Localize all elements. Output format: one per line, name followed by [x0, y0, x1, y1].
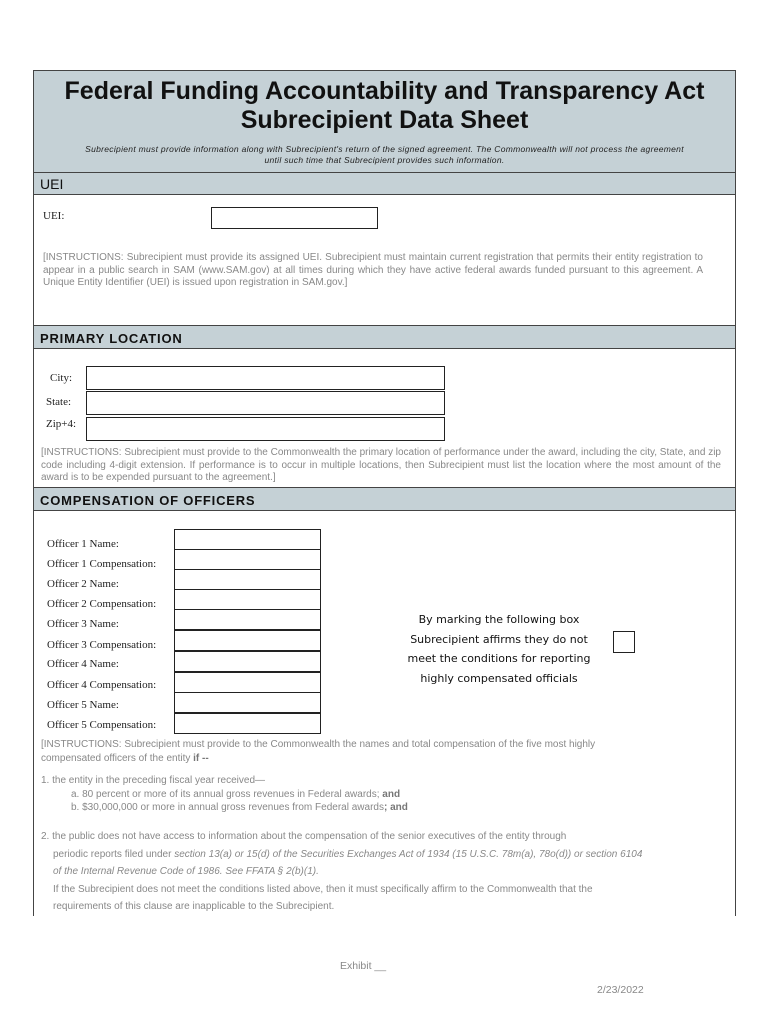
officers-instr-line-2-text: compensated officers of the entity — [41, 753, 194, 764]
uei-section-title: UEI — [40, 176, 64, 192]
officers-instr-line-2 — [41, 752, 731, 766]
location-section-title: PRIMARY LOCATION — [40, 331, 183, 346]
officer-3-compensation-label: Officer 3 Compensation: — [47, 639, 157, 651]
note-line-2: until such time that Subrecipient provides such information. — [264, 155, 505, 165]
officer-3-compensation-input[interactable] — [174, 630, 321, 651]
condition-2-line-4: If the Subrecipient does not meet the conditions listed above, then it must specifically affirm to the Commonwealth that the — [53, 883, 593, 895]
officer-2-name-label: Officer 2 Name: — [47, 578, 119, 590]
condition-1 — [41, 774, 731, 814]
page-title — [34, 77, 735, 135]
condition-2-citation: section 13(a) or 15(d) of the Securities Exchanges Act of 1934 (15 U.S.C. 78m(a), 78o(d)) or section 6104 — [174, 848, 643, 860]
condition-1b-and: ; and — [383, 802, 408, 813]
revision-date: 2/23/2022 — [597, 984, 644, 996]
zip-label: Zip+4: — [46, 418, 77, 430]
condition-2-line-1: 2. the public does not have access to information about the compensation of the senior executives of the entity through — [41, 831, 567, 842]
header-banner — [34, 71, 735, 174]
officer-2-compensation-input[interactable] — [174, 589, 321, 610]
officer-5-compensation-label: Officer 5 Compensation: — [47, 719, 157, 731]
uei-instructions: [INSTRUCTIONS: Subrecipient must provide its assigned UEI. Subrecipient must maintain current registration that permits their entity registration to appear in a public search in SAM (www.SAM.gov) at all times during which they have active federal awards funded pursuant to this agreement. A Unique Entity Identifier (UEI) is issued upon registration in SAM.gov.] — [43, 252, 703, 288]
city-input[interactable] — [86, 366, 445, 390]
officers-instructions — [41, 738, 731, 766]
affirm-line-4: highly compensated officials — [420, 671, 578, 685]
title-line-1: Federal Funding Accountability and Transparency Act — [64, 77, 705, 105]
officer-4-name-input[interactable] — [174, 651, 321, 672]
condition-1-text: 1. the entity in the preceding fiscal year received— — [41, 775, 266, 786]
exhibit-label: Exhibit __ — [340, 960, 387, 972]
condition-1a — [41, 788, 731, 801]
officer-4-compensation-input[interactable] — [174, 672, 321, 693]
uei-input[interactable] — [211, 207, 378, 229]
condition-2 — [41, 828, 731, 916]
officers-section-header — [34, 487, 735, 511]
condition-2-line-2 — [41, 846, 731, 864]
location-instructions: [INSTRUCTIONS: Subrecipient must provide to the Commonwealth the primary location of performance under the award, including the city, State, and zip code including 4-digit extension. If performance is to occur in multiple locations, then Subrecipient must list the location where the most amount of the award is to be expended pursuant to the agreement.] — [41, 447, 721, 483]
officer-2-name-input[interactable] — [174, 569, 321, 590]
location-section-header — [34, 325, 735, 349]
condition-1b-text: b. $30,000,000 or more in annual gross revenues from Federal awards — [71, 802, 384, 813]
affirm-line-3: meet the conditions for reporting — [407, 652, 591, 665]
officers-section-title: COMPENSATION OF OFFICERS — [40, 493, 256, 508]
affirm-line-2: Subrecipient affirms they do not — [410, 632, 588, 646]
condition-2-line-2-text: periodic reports filed under — [53, 848, 175, 860]
officer-2-compensation-label: Officer 2 Compensation: — [47, 598, 157, 610]
officer-3-name-input[interactable] — [174, 609, 321, 630]
state-input[interactable] — [86, 391, 445, 415]
uei-section-header — [34, 172, 735, 195]
condition-1b — [41, 801, 731, 814]
officers-instr-line-1: [INSTRUCTIONS: Subrecipient must provide to the Commonwealth the names and total compensation of the five most highly — [41, 739, 596, 750]
officer-5-compensation-input[interactable] — [174, 713, 321, 734]
condition-1a-text: a. 80 percent or more of its annual gross revenues in Federal awards; — [71, 789, 383, 800]
officer-1-compensation-label: Officer 1 Compensation: — [47, 558, 157, 570]
officer-1-name-input[interactable] — [174, 529, 321, 550]
officer-4-name-label: Officer 4 Name: — [47, 658, 119, 670]
officer-5-name-label: Officer 5 Name: — [47, 699, 119, 711]
zip-input[interactable] — [86, 417, 445, 441]
uei-label: UEI: — [43, 210, 65, 222]
not-applicable-checkbox[interactable] — [613, 631, 635, 653]
officer-1-compensation-input[interactable] — [174, 549, 321, 570]
officer-5-name-input[interactable] — [174, 692, 321, 713]
condition-2-line-5: requirements of this clause are inapplicable to the Subrecipient. — [53, 901, 335, 912]
note-line-1: Subrecipient must provide information along with Subrecipient's return of the signed agreement. The Commonwealth will not process the agreement — [85, 144, 684, 154]
state-label: State: — [46, 396, 72, 408]
affirmation-text — [394, 610, 604, 688]
condition-2-line-3: of the Internal Revenue Code of 1986. See FFATA § 2(b)(1). — [53, 866, 319, 877]
header-note — [44, 144, 725, 166]
data-sheet-frame — [33, 70, 736, 916]
officer-4-compensation-label: Officer 4 Compensation: — [47, 679, 157, 691]
city-label: City: — [50, 372, 73, 384]
title-line-2: Subrecipient Data Sheet — [240, 106, 529, 134]
officers-instr-if: if -- — [193, 753, 209, 764]
condition-1a-and: and — [382, 789, 401, 800]
officer-1-name-label: Officer 1 Name: — [47, 538, 119, 550]
officer-3-name-label: Officer 3 Name: — [47, 618, 119, 630]
affirm-line-1: By marking the following box — [418, 613, 580, 626]
